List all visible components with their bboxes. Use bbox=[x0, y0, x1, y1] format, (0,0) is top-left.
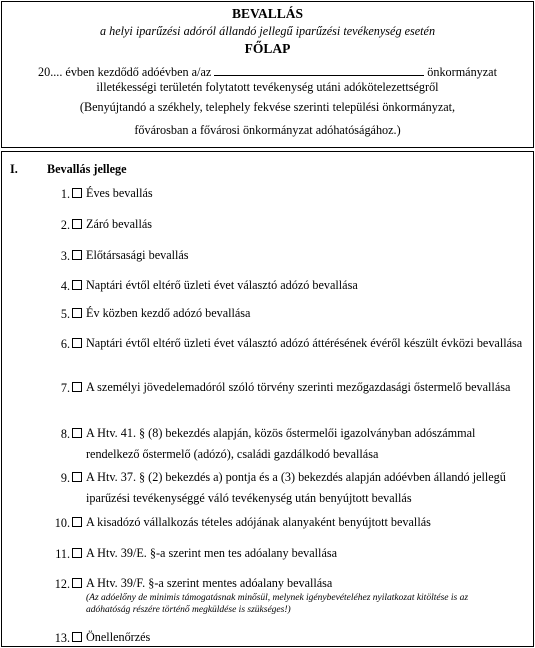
foalap-title: FŐLAP bbox=[244, 41, 291, 56]
header-line3: (Benyújtandó a székhely, telephely fekvése szerinti települési önkormányzat, bbox=[79, 100, 456, 114]
checkbox-pre-company[interactable] bbox=[72, 250, 82, 260]
checkbox-annual[interactable] bbox=[72, 188, 82, 198]
form-title: BEVALLÁS bbox=[231, 6, 304, 21]
item-number: 3. bbox=[60, 249, 70, 263]
municipality-line-post: önkormányzat bbox=[427, 65, 497, 79]
section-roman: I. bbox=[10, 162, 18, 176]
item-label: Naptári évtől eltérő üzleti évet választó adózó bevallása bbox=[86, 278, 358, 292]
de-minimis-note-line2: adóhatóság részére történő megküldése is szükséges!) bbox=[86, 605, 291, 615]
checkbox-primary-producer[interactable] bbox=[72, 382, 82, 392]
checkbox-non-calendar-year[interactable] bbox=[72, 280, 82, 290]
item-label: Éves bevallás bbox=[86, 186, 153, 200]
municipality-name-field[interactable] bbox=[214, 65, 424, 76]
checkbox-becomes-permanent[interactable] bbox=[72, 472, 82, 482]
checkbox-self-revision[interactable] bbox=[72, 632, 82, 642]
de-minimis-note-line1: (Az adóelőny de minimis támogatásnak minősül, melynek igénybevételéhez nyilatkozat kitöltése is az bbox=[86, 593, 469, 603]
item-number: 1. bbox=[60, 187, 70, 201]
item-number: 2. bbox=[60, 218, 70, 232]
item-number: 10. bbox=[54, 516, 70, 530]
checkbox-exempt-39e[interactable] bbox=[72, 548, 82, 558]
form-subtitle: a helyi iparűzési adóról állandó jellegű iparűzési tevékenység esetén bbox=[99, 24, 436, 38]
checkbox-mid-year-start[interactable] bbox=[72, 308, 82, 318]
header-line4: fővárosban a fővárosi önkormányzat adóhatóságához.) bbox=[134, 123, 401, 137]
item-number: 4. bbox=[60, 279, 70, 293]
item-label: Záró bevallás bbox=[86, 217, 152, 231]
header-box bbox=[1, 1, 534, 148]
municipality-line-pre: 20.... évben kezdődő adóévben a/az bbox=[38, 65, 212, 79]
item-number: 9. bbox=[60, 471, 70, 485]
checkbox-small-taxpayer[interactable] bbox=[72, 517, 82, 527]
municipality-line bbox=[2, 65, 533, 79]
checkbox-joint-producer[interactable] bbox=[72, 428, 82, 438]
item-label: Önellenőrzés bbox=[86, 630, 151, 644]
item-label: A Htv. 41. § (8) bekezdés alapján, közös őstermelői igazolványban adószámmal rendelkező őstermelő (adózó), családi gazdálkodó bevallása bbox=[86, 426, 476, 461]
item-label: A Htv. 37. § (2) bekezdés a) pontja és a (3) bekezdés alapján adóévben állandó jellegű iparűzési tevékenységgé váló tevékenység után benyújtott bevallás bbox=[86, 470, 506, 505]
item-number: 6. bbox=[60, 337, 70, 351]
section-heading: Bevallás jellege bbox=[47, 162, 127, 176]
section-box bbox=[1, 151, 534, 647]
item-label: Előtársasági bevallás bbox=[86, 248, 189, 262]
item-number: 11. bbox=[55, 547, 70, 561]
item-number: 13. bbox=[54, 631, 70, 645]
item-label: A Htv. 39/F. §-a szerint mentes adóalany bevallása bbox=[86, 576, 333, 590]
item-label: A kisadózó vállalkozás tételes adójának alanyaként benyújtott bevallás bbox=[86, 515, 431, 529]
item-label: Naptári évtől eltérő üzleti évet választó adózó áttérésének évéről készült évközi bevallása bbox=[86, 336, 523, 350]
header-line2: illetékességi területén folytatott tevékenység utáni adókötelezettségről bbox=[96, 80, 439, 94]
item-number: 5. bbox=[60, 307, 70, 321]
item-label: Év közben kezdő adózó bevallása bbox=[86, 306, 251, 320]
checkbox-transition-year[interactable] bbox=[72, 338, 82, 348]
item-label: A Htv. 39/E. §-a szerint men tes adóalany bevallása bbox=[86, 546, 338, 560]
checkbox-closing[interactable] bbox=[72, 219, 82, 229]
checkbox-exempt-39f[interactable] bbox=[72, 578, 82, 588]
item-number: 7. bbox=[60, 381, 70, 395]
item-label: A személyi jövedelemadóról szóló törvény szerinti mezőgazdasági őstermelő bevallása bbox=[86, 380, 511, 394]
item-number: 12. bbox=[54, 577, 70, 591]
item-number: 8. bbox=[60, 427, 70, 441]
